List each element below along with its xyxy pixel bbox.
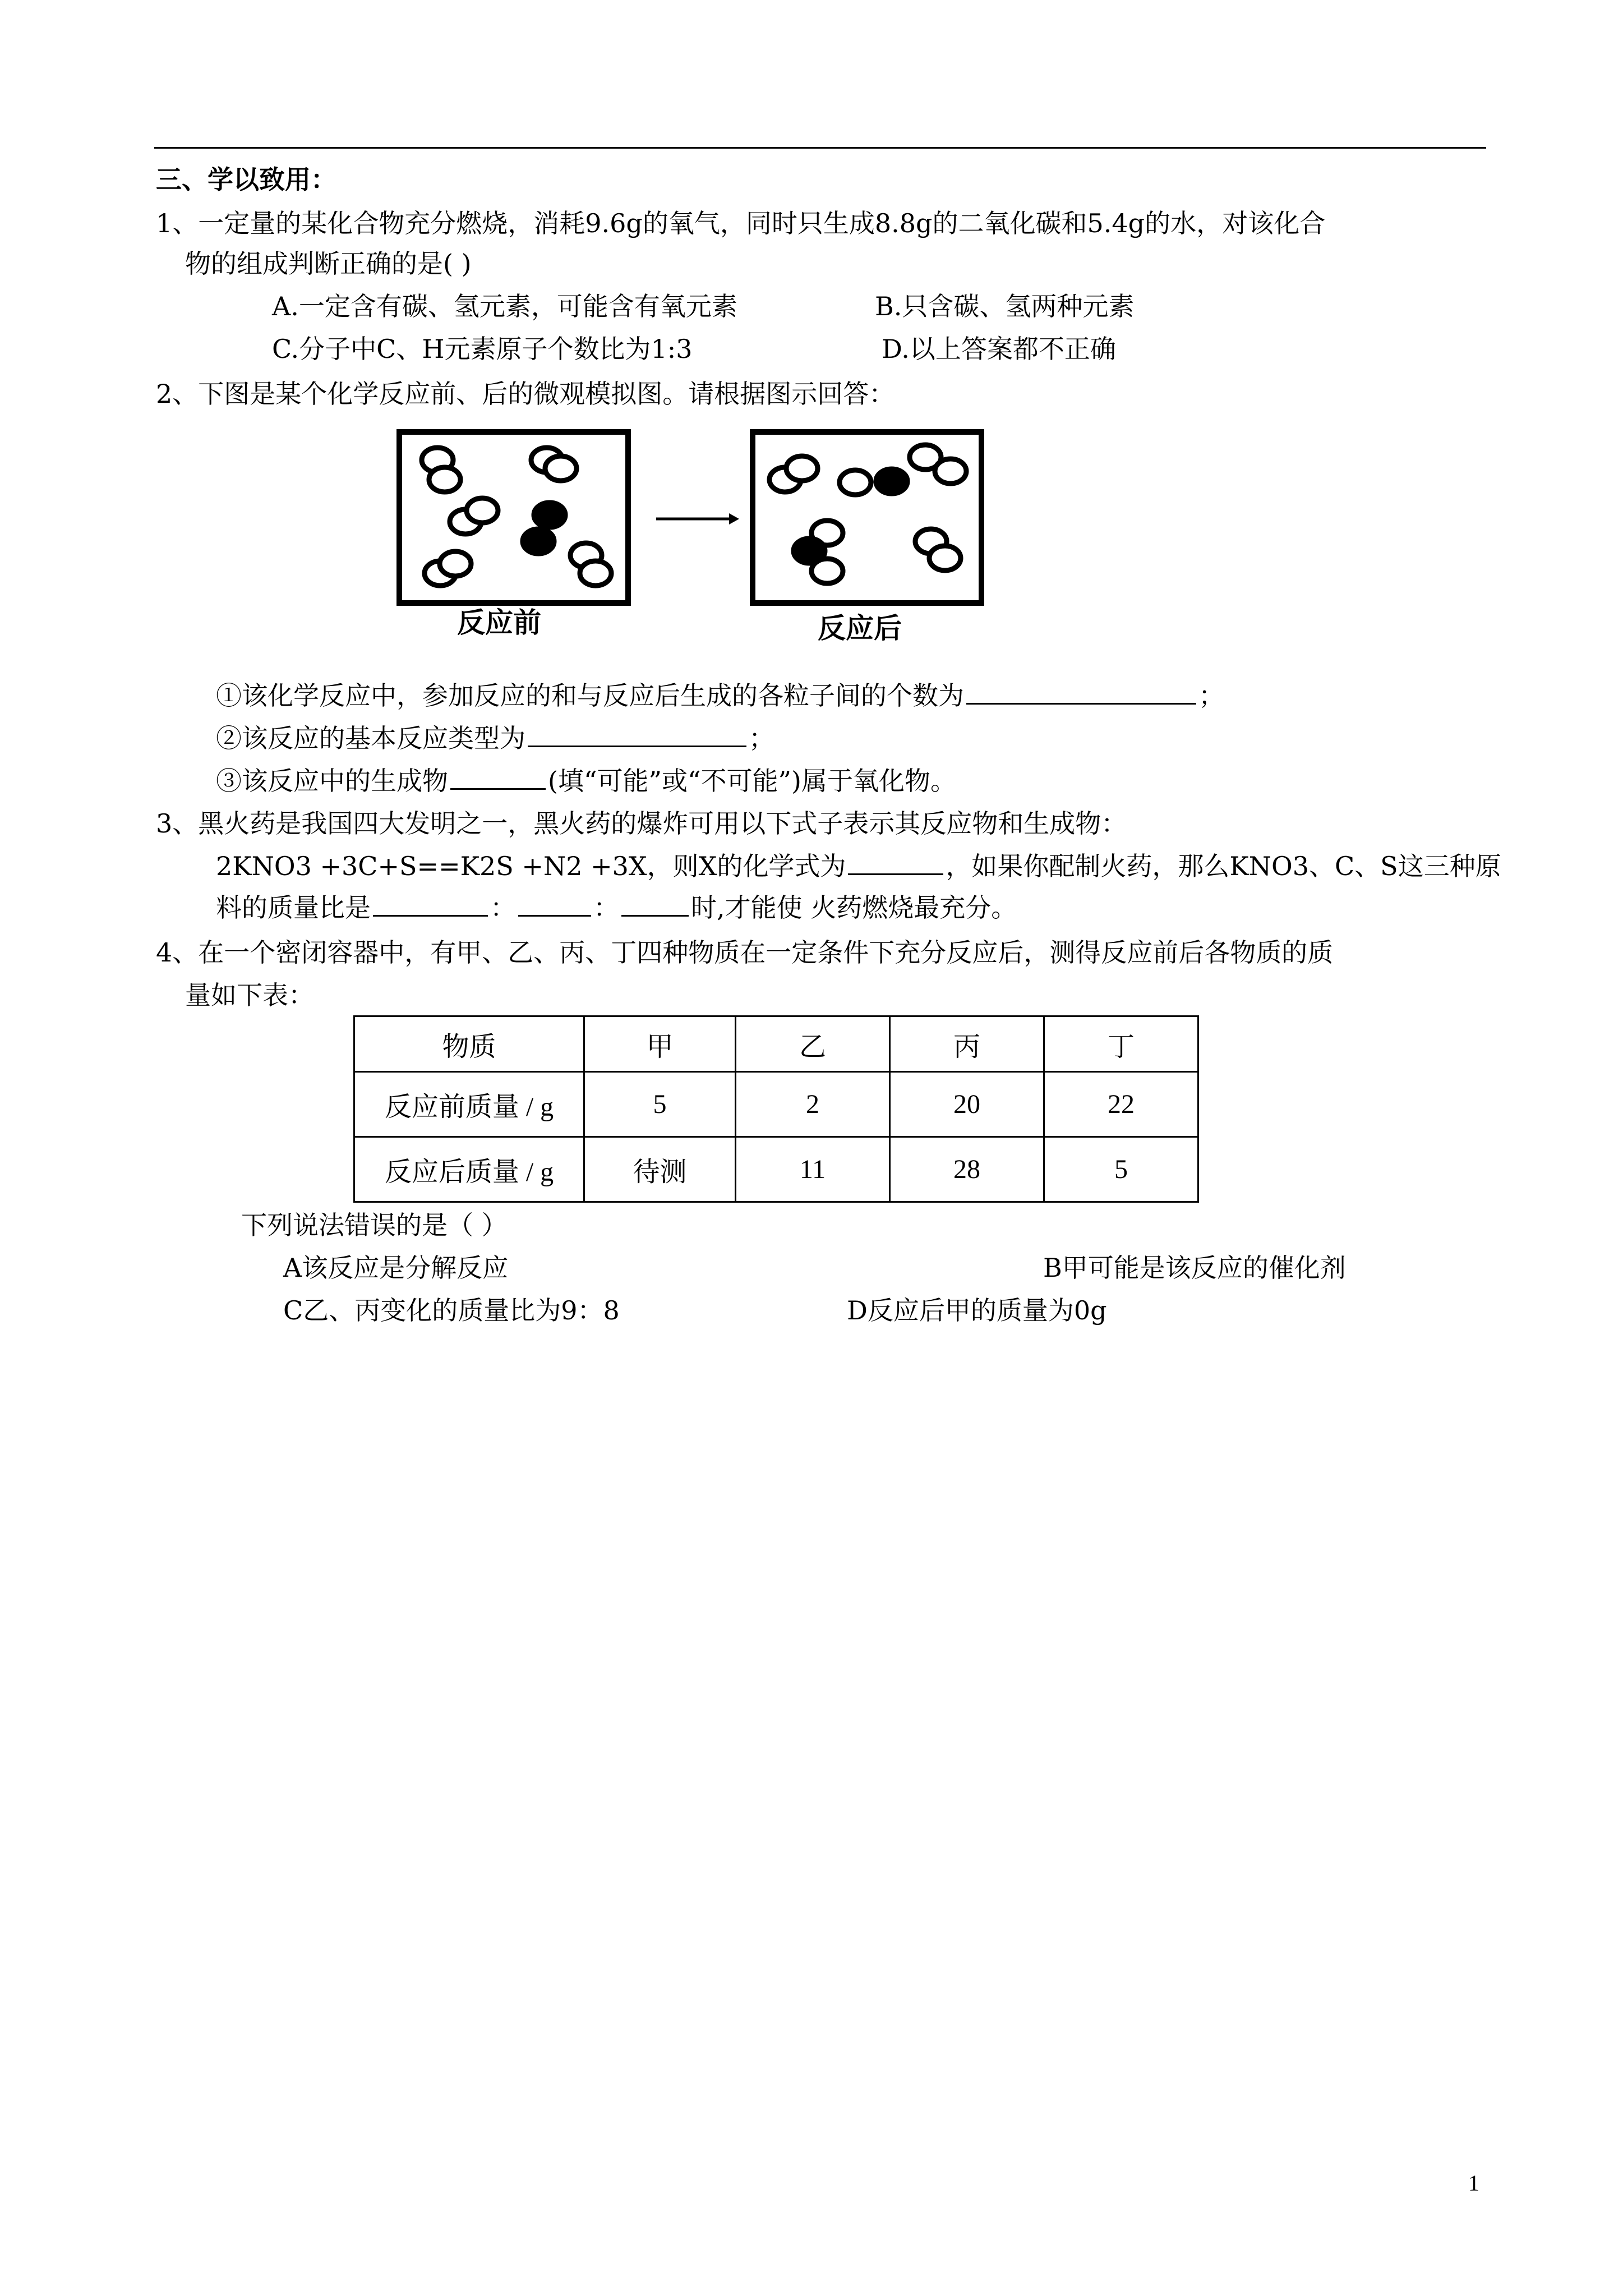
ratio-sep: ： <box>593 892 619 923</box>
table-header: 丁 <box>1044 1016 1198 1072</box>
q1-line1: 1、一定量的某化合物充分燃烧，消耗9.6g的氧气，同时只生成8.8g的二氧化碳和5.4g的水，对该化合 <box>156 208 1326 238</box>
q2-line1: 2、下图是某个化学反应前、后的微观模拟图。请根据图示回答： <box>156 379 895 409</box>
q2-sub3-text: ③该反应中的生成物 <box>216 766 448 796</box>
section-title: 三、学以致用： <box>156 164 336 195</box>
q2-sub2 <box>216 717 774 760</box>
q3-line1: 3、黑火药是我国四大发明之一，黑火药的爆炸可用以下式子表示其反应物和生成物： <box>156 808 1127 839</box>
q3-line3-end: 时,才能使 火药燃烧最充分。 <box>691 892 1017 923</box>
table-header: 乙 <box>736 1016 890 1072</box>
table-cell: 待测 <box>584 1137 736 1202</box>
q4-line1: 4、在一个密闭容器中，有甲、乙、丙、丁四种物质在一定条件下充分反应后，测得反应前后各物质的质 <box>156 937 1334 968</box>
answer-blank[interactable] <box>621 890 689 917</box>
q4-option-b: B甲可能是该反应的催化剂 <box>1043 1253 1346 1283</box>
table-header: 物质 <box>354 1016 584 1072</box>
q4-question: 下列说法错误的是（ ） <box>241 1210 508 1240</box>
q4-option-a: A该反应是分解反应 <box>283 1253 509 1283</box>
table-cell: 反应后质量 / g <box>354 1137 584 1202</box>
q2-sub1 <box>216 674 1224 717</box>
q3-line3 <box>216 886 1017 929</box>
before-label: 反应前 <box>457 606 541 639</box>
q1-option-b: B.只含碳、氢两种元素 <box>875 291 1135 321</box>
q1-option-a: A.一定含有碳、氢元素，可能含有氧元素 <box>272 291 737 321</box>
answer-blank[interactable] <box>373 890 488 917</box>
q4-option-d: D反应后甲的质量为0g <box>847 1295 1107 1326</box>
answer-blank[interactable] <box>518 890 591 917</box>
q3-equation: 2KNO3 +3C+S==K2S +N2 +3X，则X的化学式为 <box>216 851 846 881</box>
after-label: 反应后 <box>818 612 902 645</box>
q2-sub3 <box>216 760 956 802</box>
header-rule <box>154 147 1486 149</box>
ratio-sep: ： <box>490 892 516 923</box>
table-cell: 5 <box>584 1072 736 1137</box>
table-header: 丙 <box>890 1016 1044 1072</box>
q2-sub1-text: ①该化学反应中，参加反应的和与反应后生成的各粒子间的个数为 <box>216 680 964 711</box>
q1-option-d: D.以上答案都不正确 <box>882 334 1116 364</box>
page-number: 1 <box>1468 2170 1479 2196</box>
q1-option-c: C.分子中C、H元素原子个数比为1:3 <box>272 334 693 364</box>
arrow-icon <box>656 513 739 524</box>
table-cell: 20 <box>890 1072 1044 1137</box>
q3-line2-rest: ，如果你配制火药，那么KNO3、C、S这三种原 <box>946 851 1501 881</box>
q3-line3-start: 料的质量比是 <box>216 892 371 923</box>
table-cell: 2 <box>736 1072 890 1137</box>
answer-blank[interactable] <box>848 849 943 875</box>
q4-line2: 量如下表： <box>185 980 314 1010</box>
q2-sub2-text: ②该反应的基本反应类型为 <box>216 723 525 753</box>
table-header: 甲 <box>584 1016 736 1072</box>
table-header-row <box>354 1016 1198 1072</box>
q2-sub1-end: ； <box>1198 680 1224 711</box>
answer-blank[interactable] <box>966 678 1196 705</box>
q2-sub3-end: (填“可能”或“不可能”)属于氧化物。 <box>548 766 956 796</box>
table-row <box>354 1072 1198 1137</box>
table-row <box>354 1137 1198 1202</box>
mass-table <box>353 1015 1199 1203</box>
answer-blank[interactable] <box>528 721 746 747</box>
table-cell: 11 <box>736 1137 890 1202</box>
q4-option-c: C乙、丙变化的质量比为9：8 <box>283 1295 620 1326</box>
q3-line2 <box>216 845 1501 887</box>
answer-blank[interactable] <box>450 763 546 790</box>
table-cell: 22 <box>1044 1072 1198 1137</box>
table-cell: 5 <box>1044 1137 1198 1202</box>
table-cell: 28 <box>890 1137 1044 1202</box>
table-cell: 反应前质量 / g <box>354 1072 584 1137</box>
q2-sub2-end: ； <box>749 723 774 753</box>
q1-line2: 物的组成判断正确的是( ) <box>185 249 472 279</box>
